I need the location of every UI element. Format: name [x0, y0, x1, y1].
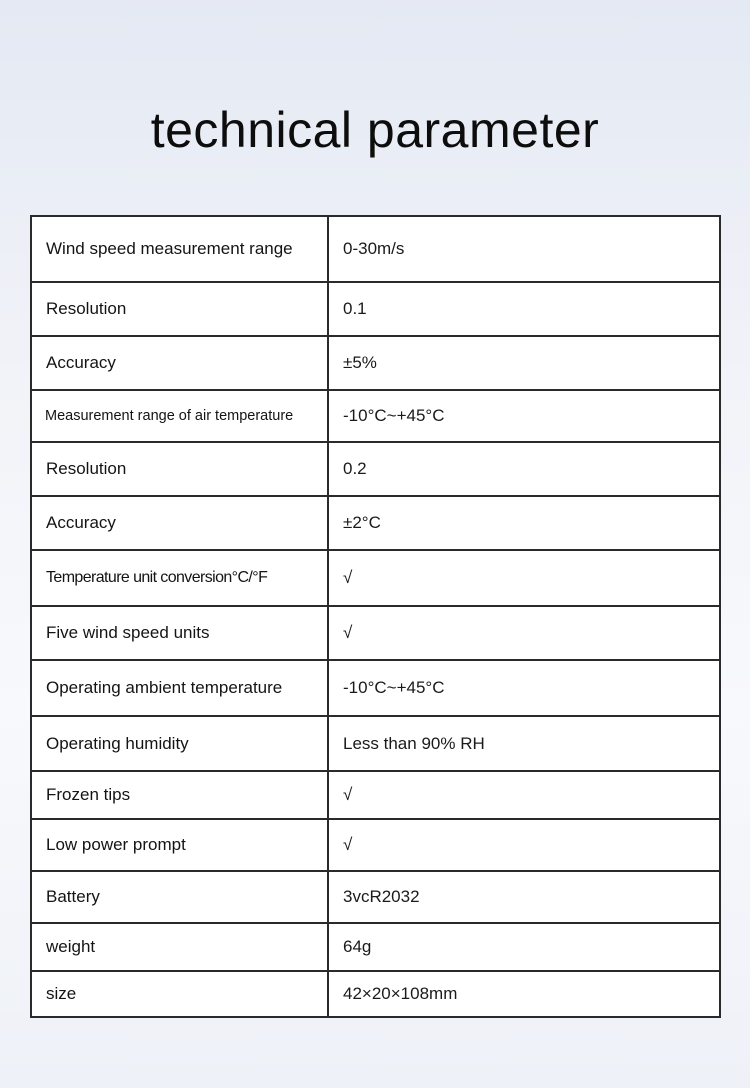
param-label: Battery	[31, 871, 328, 923]
param-value: 42×20×108mm	[328, 971, 720, 1017]
table-row	[31, 606, 720, 660]
table-row	[31, 871, 720, 923]
param-label: Operating ambient temperature	[31, 660, 328, 716]
table-row	[31, 390, 720, 442]
param-label: Accuracy	[31, 496, 328, 550]
param-label: Five wind speed units	[31, 606, 328, 660]
param-value: 0.1	[328, 282, 720, 336]
param-label: Measurement range of air temperature	[31, 390, 328, 442]
table-row	[31, 923, 720, 971]
page-title: technical parameter	[150, 102, 600, 158]
param-label: Temperature unit conversion°C/°F	[31, 550, 328, 606]
param-label: Resolution	[31, 282, 328, 336]
param-label: weight	[31, 923, 328, 971]
param-label: size	[31, 971, 328, 1017]
table-row	[31, 771, 720, 819]
param-label: Wind speed measurement range	[31, 216, 328, 282]
param-value: -10°C~+45°C	[328, 390, 720, 442]
param-label: Operating humidity	[31, 716, 328, 771]
table-row	[31, 550, 720, 606]
table-row	[31, 282, 720, 336]
param-value: 0-30m/s	[328, 216, 720, 282]
table-row	[31, 660, 720, 716]
param-label: Resolution	[31, 442, 328, 496]
table-row	[31, 336, 720, 390]
table-row	[31, 971, 720, 1017]
parameter-table	[30, 215, 721, 1018]
param-label: Accuracy	[31, 336, 328, 390]
param-value: 64g	[328, 923, 720, 971]
param-label: Low power prompt	[31, 819, 328, 871]
table-row	[31, 442, 720, 496]
param-value: √	[328, 606, 720, 660]
table-row	[31, 819, 720, 871]
param-value: ±2°C	[328, 496, 720, 550]
table-row	[31, 216, 720, 282]
param-value: ±5%	[328, 336, 720, 390]
table-row	[31, 496, 720, 550]
table-row	[31, 716, 720, 771]
param-value: -10°C~+45°C	[328, 660, 720, 716]
param-value: Less than 90% RH	[328, 716, 720, 771]
param-value: 3vcR2032	[328, 871, 720, 923]
param-value: √	[328, 771, 720, 819]
param-value: √	[328, 819, 720, 871]
param-value: √	[328, 550, 720, 606]
param-value: 0.2	[328, 442, 720, 496]
param-label: Frozen tips	[31, 771, 328, 819]
